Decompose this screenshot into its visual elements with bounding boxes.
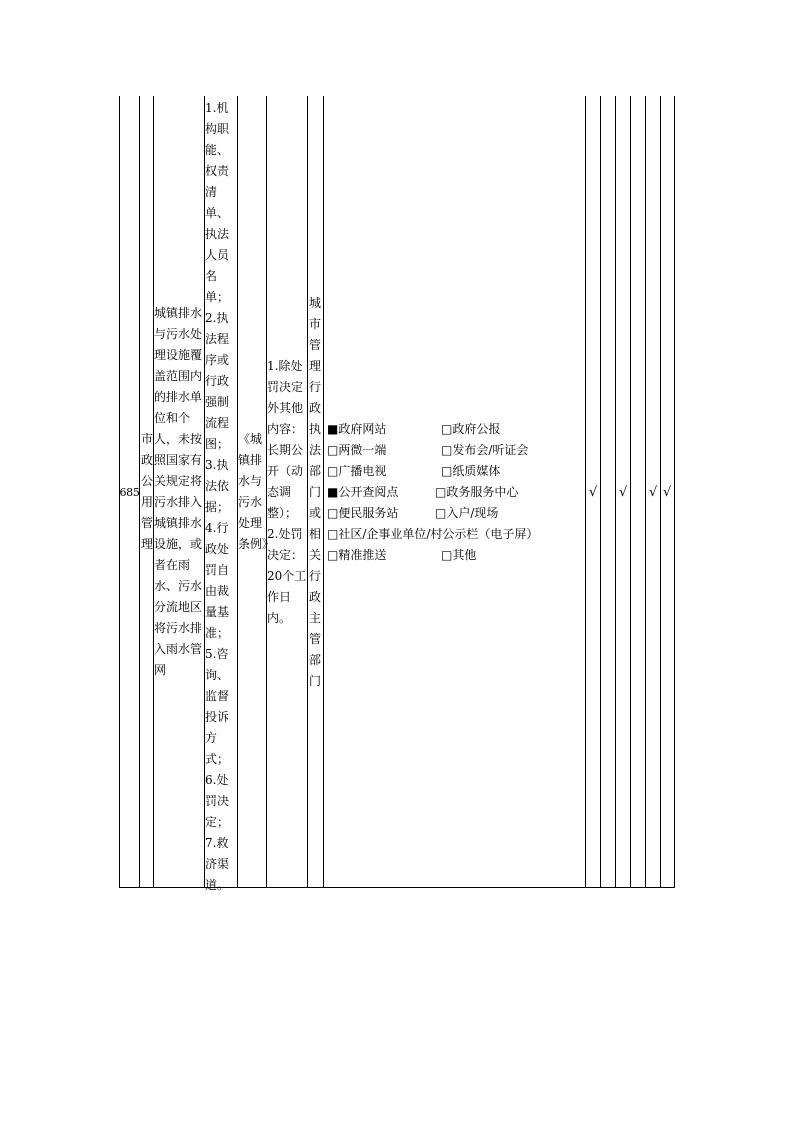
- channel-row: [327, 440, 584, 461]
- channel-option: □两微一端: [327, 442, 387, 457]
- category-text: 市政公用管理: [141, 432, 154, 551]
- check-mark: √: [619, 485, 628, 500]
- check-mark: √: [663, 485, 672, 500]
- channel-row: [327, 545, 584, 566]
- channel-row: [327, 524, 584, 545]
- channel-row: [327, 503, 584, 524]
- disclosure-content-text: 1.机构职能、权责清单、执法人员名单；2.执法程序或行政强制流程图；3.执法依据；4.行政处罚自由裁量基准；5.咨询、监督投诉方式；6.处罚决定；7.救济渠道。: [205, 101, 230, 892]
- channel-option: □广播电视: [327, 463, 387, 478]
- channel-option: □精准推送: [327, 547, 387, 562]
- disclosure-content-cell: [205, 96, 237, 892]
- item-text: 城镇排水与污水处理设施覆盖范围内的排水单位和个人，未按照国家有关规定将污水排入城镇排水设施，或者在雨水、污水分流地区将污水排入雨水管网: [154, 306, 203, 677]
- column-divider: [600, 96, 601, 888]
- channel-row: [327, 482, 584, 503]
- column-divider: [585, 96, 586, 888]
- channel-option: □便民服务站: [327, 505, 399, 520]
- row-number-text: 685: [119, 485, 140, 499]
- channel-list: [327, 419, 584, 566]
- channel-option: □其他: [441, 547, 477, 562]
- column-divider: [645, 96, 646, 888]
- check-mark: √: [649, 485, 658, 500]
- time-limit-cell: [267, 96, 307, 888]
- column-divider: [323, 96, 324, 888]
- channel-row: [327, 419, 584, 440]
- channel-row: [327, 461, 584, 482]
- channel-option: ■公开查阅点: [327, 484, 399, 499]
- channel-option: □纸质媒体: [441, 463, 501, 478]
- row-number: [120, 96, 139, 888]
- channel-option: ■政府网站: [327, 421, 387, 436]
- department-text: 城市管理行政执法部门或相关行政主管部门: [308, 295, 321, 688]
- legal-basis-cell: [238, 96, 275, 888]
- disclosure-channels-cell: [327, 96, 584, 888]
- column-divider: [630, 96, 631, 888]
- column-divider: [660, 96, 661, 888]
- item-cell: [154, 96, 204, 888]
- check-mark: √: [589, 485, 598, 500]
- channel-option: □社区/企事业单位/村公示栏（电子屏）: [327, 526, 539, 541]
- channel-option: □政府公报: [441, 421, 501, 436]
- channel-option: □发布会/听证会: [441, 442, 529, 457]
- table-border-right: [674, 96, 675, 888]
- channel-option: □政务服务中心: [435, 484, 519, 499]
- category-cell: [141, 96, 153, 888]
- channel-option: □入户/现场: [435, 505, 499, 520]
- column-divider: [615, 96, 616, 888]
- time-limit-text: 1.除处罚决定外其他内容：长期公开（动态调整）；2.处罚决定：20个工作日内。: [267, 358, 307, 625]
- legal-basis-text: 《城镇排水与污水处理条例》: [238, 432, 275, 551]
- department-cell: [308, 96, 322, 888]
